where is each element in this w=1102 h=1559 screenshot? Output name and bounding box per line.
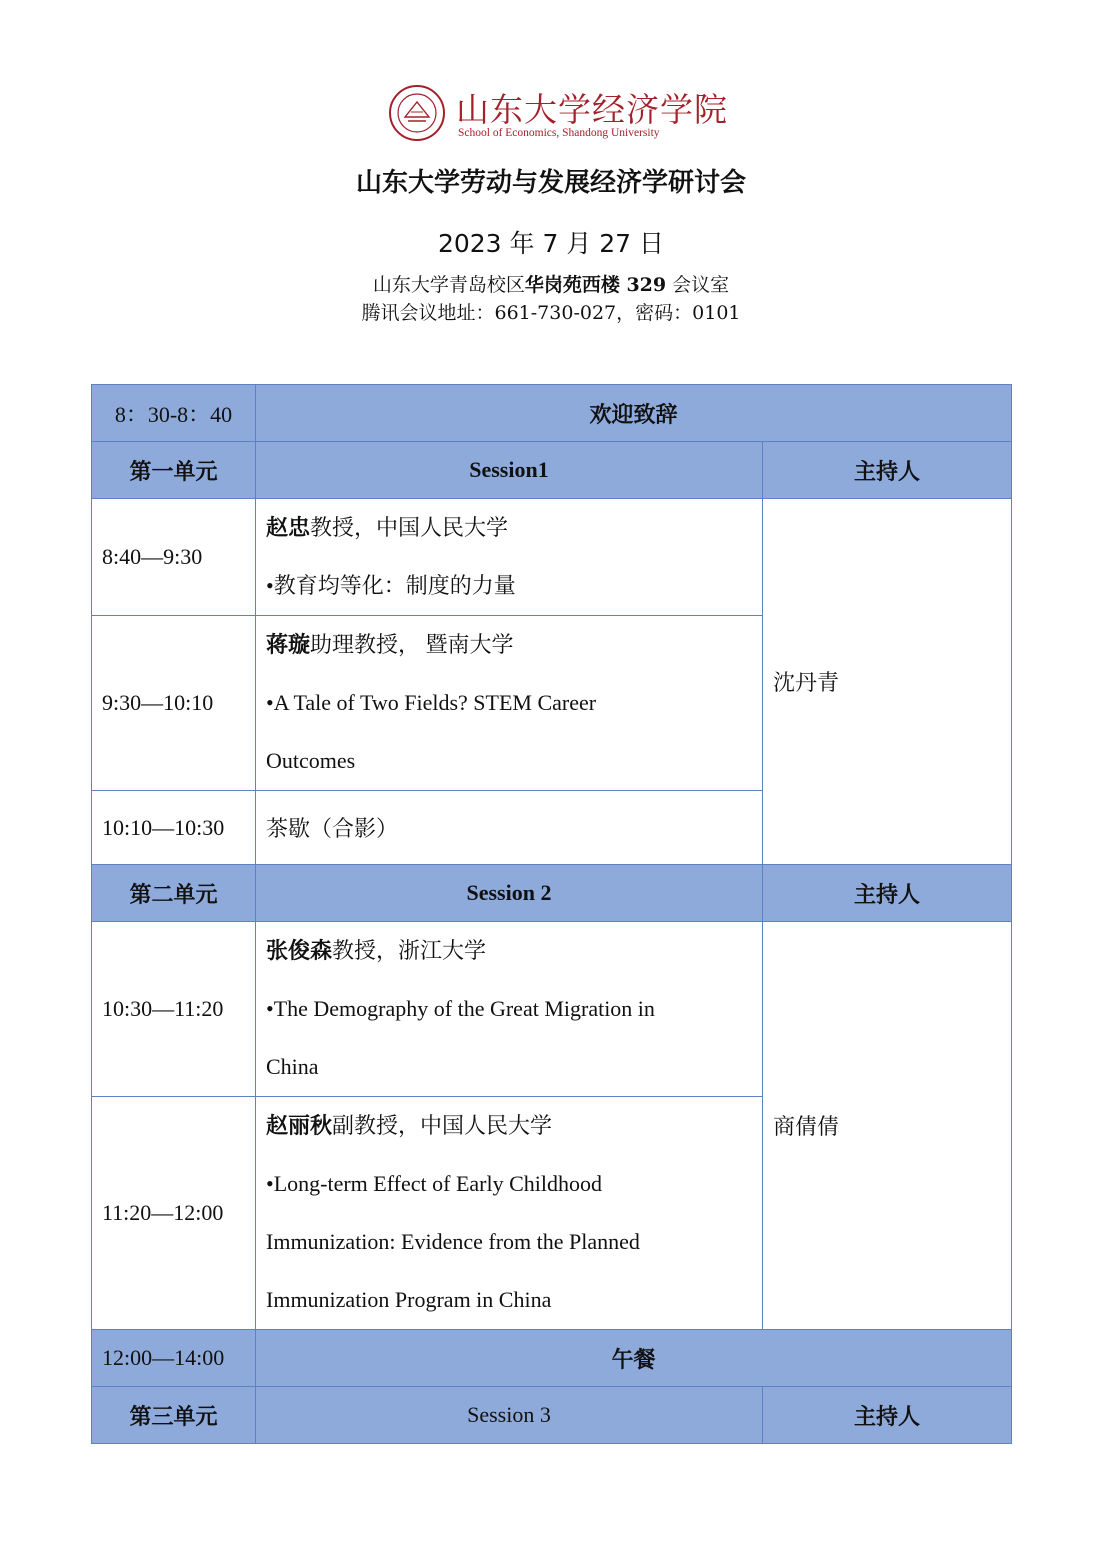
speaker-affiliation: 助理教授， 暨南大学: [310, 632, 514, 657]
talk-title: Outcomes: [266, 748, 356, 773]
session2-name: Session 2: [256, 865, 763, 922]
talk-time: 11:20—12:00: [92, 1097, 256, 1330]
break-time: 10:10—10:30: [92, 791, 256, 865]
talk-cell: [256, 616, 763, 791]
address-prefix: 山东大学青岛校区: [372, 274, 525, 296]
talk-title: •The Demography of the Great Migration in: [266, 996, 655, 1021]
session2-header-row: [92, 865, 1012, 922]
talk-title: •教育均等化：制度的力量: [266, 573, 516, 598]
speaker-affiliation: 副教授，中国人民大学: [332, 1113, 553, 1138]
session1-host-label: 主持人: [763, 442, 1012, 499]
talk-speaker-line: [266, 922, 752, 980]
talk-time: 9:30—10:10: [92, 616, 256, 791]
event-date: 2023 年 7 月 27 日: [437, 229, 665, 258]
talk-title: Immunization Program in China: [266, 1287, 552, 1312]
talk-title: China: [266, 1054, 319, 1079]
school-logo: [388, 84, 728, 146]
speaker-name: 赵忠: [266, 515, 311, 540]
session1-name: Session1: [256, 442, 763, 499]
talk-cell: [256, 922, 763, 1097]
session2-host: 商倩倩: [763, 922, 1012, 1330]
session3-name: Session 3: [256, 1387, 763, 1444]
session1-header-row: [92, 442, 1012, 499]
event-address: [0, 270, 1102, 297]
welcome-row: [92, 385, 1012, 442]
logo-name-cn: 山东大学经济学院: [456, 90, 728, 129]
talk-speaker-line: [266, 1097, 752, 1155]
lunch-label: 午餐: [256, 1330, 1012, 1387]
welcome-time: 8：30-8：40: [92, 385, 256, 442]
table-row: [92, 922, 1012, 1097]
talk-speaker-line: [266, 616, 752, 674]
session1-host: 沈丹青: [763, 499, 1012, 865]
session3-host-label: 主持人: [763, 1387, 1012, 1444]
page-title: 山东大学劳动与发展经济学研讨会: [355, 168, 746, 198]
break-label: 茶歇（合影）: [256, 791, 763, 865]
session3-unit: 第三单元: [92, 1387, 256, 1444]
session3-header-row: [92, 1387, 1012, 1444]
welcome-label: 欢迎致辞: [256, 385, 1012, 442]
logo-name-en: School of Economics, Shandong University: [458, 127, 660, 139]
talk-title: Immunization: Evidence from the Planned: [266, 1229, 640, 1254]
talk-speaker-line: [266, 499, 752, 557]
speaker-name: 蒋璇: [266, 632, 311, 657]
talk-time: 10:30—11:20: [92, 922, 256, 1097]
talk-cell: [256, 1097, 763, 1330]
address-suffix: 会议室: [666, 274, 730, 296]
speaker-name: 赵丽秋: [266, 1113, 333, 1138]
speaker-affiliation: 教授，浙江大学: [332, 938, 487, 963]
speaker-name: 张俊森: [266, 938, 333, 963]
address-room: 华岗苑西楼 329: [524, 274, 667, 296]
talk-title: •A Tale of Two Fields? STEM Career: [266, 690, 597, 715]
lunch-time: 12:00—14:00: [92, 1330, 256, 1387]
lunch-row: [92, 1330, 1012, 1387]
table-row: [92, 499, 1012, 616]
talk-cell: [256, 499, 763, 616]
session2-unit: 第二单元: [92, 865, 256, 922]
schedule-table: [91, 384, 1012, 1444]
talk-title: •Long-term Effect of Early Childhood: [266, 1171, 602, 1196]
tencent-meeting-info: 腾讯会议地址：661-730-027，密码：0101: [361, 302, 741, 324]
speaker-affiliation: 教授，中国人民大学: [310, 515, 509, 540]
talk-time: 8:40—9:30: [92, 499, 256, 616]
university-seal-icon: [388, 84, 446, 142]
session2-host-label: 主持人: [763, 865, 1012, 922]
session1-unit: 第一单元: [92, 442, 256, 499]
